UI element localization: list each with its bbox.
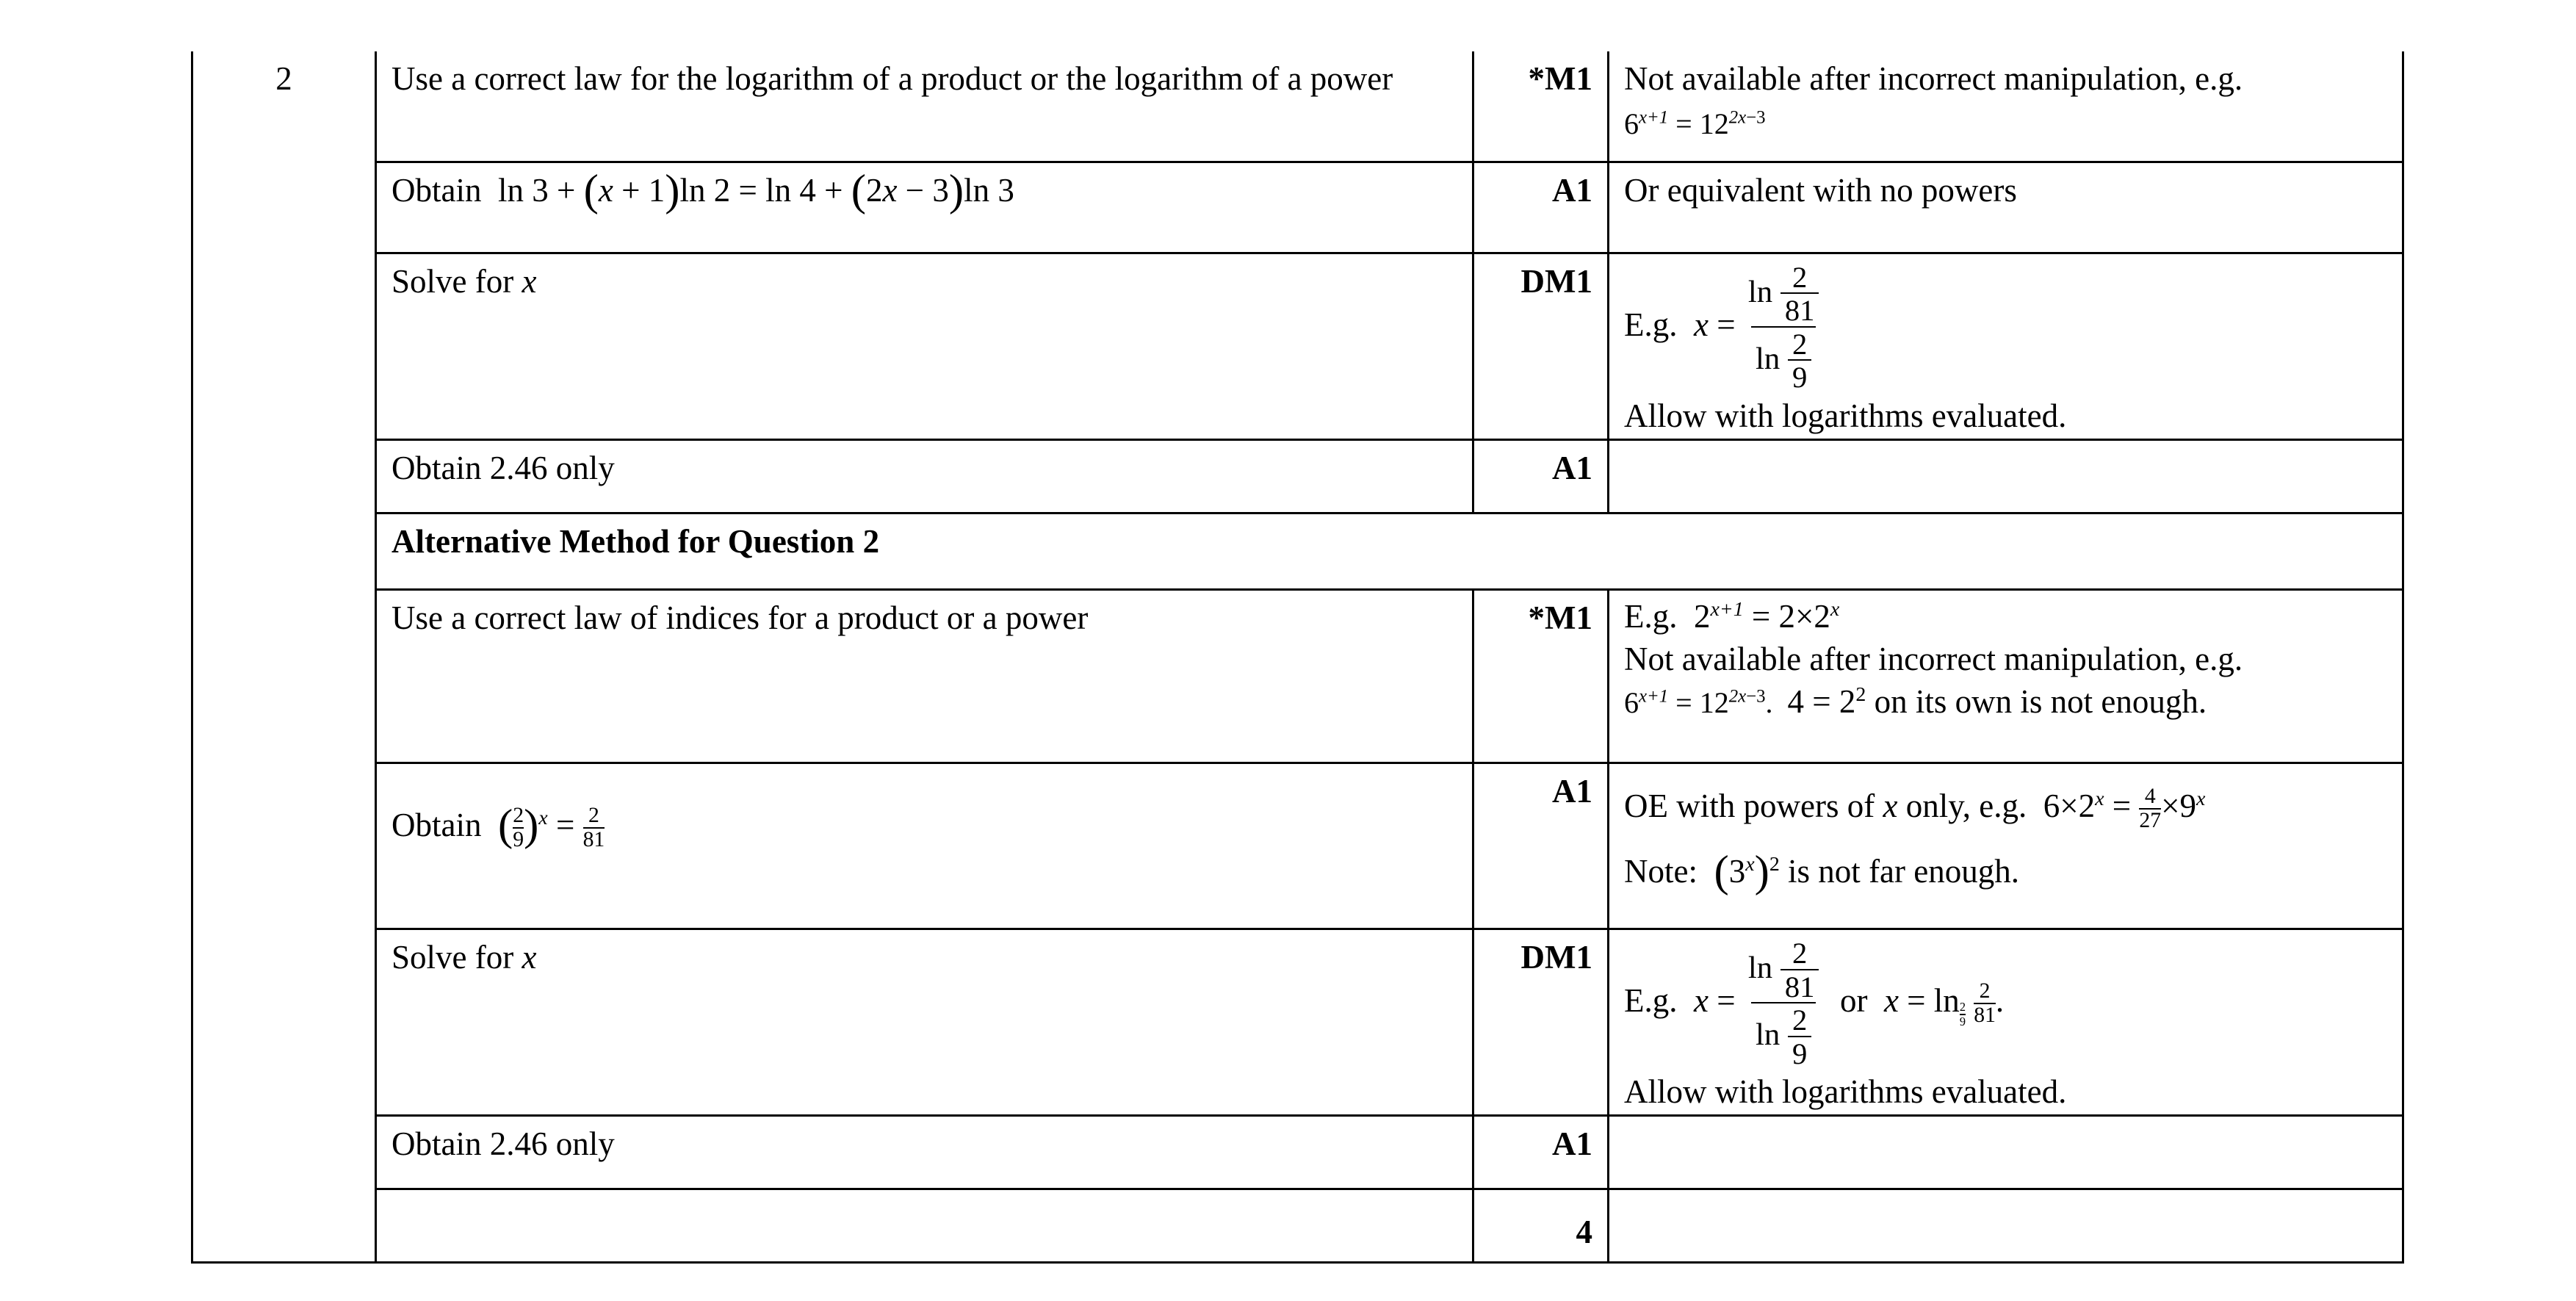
guidance-cell: Use a correct law of indices for a product or a power (376, 589, 1473, 763)
notes-cell: E.g. x = ln $\frac{2}{81}$ ln $\frac{2}{9}$ Allow with logarithms evaluated. (1609, 253, 2403, 439)
math-fraction: ln $\frac{2}{81}$ ln $\frac{2}{9}$ (1744, 263, 1824, 393)
guidance-cell: Solve for x (376, 929, 1473, 1115)
guidance-cell: Obtain 2.46 only (376, 1116, 1473, 1189)
math-expression: $6\times 2^x$ = $\frac{4}{27}$ $\times 9^x$ (2043, 785, 2206, 833)
guidance-cell: Obtain ln 3 + (x + 1)ln 2 = ln 4 + (2x − 3)ln 3 (376, 162, 1473, 253)
table-row (192, 929, 2403, 1115)
table-row (192, 763, 2403, 929)
notes-cell: E.g. x = ln $\frac{2}{81}$ ln $\frac{2}{9}$ or x = ln $_{\frac{2}{9}}$ $\frac{2}{81}$ . Allow with logarithms evaluated. (1609, 929, 2403, 1115)
math-expression: ln 3 + (x + 1)ln 2 = ln 4 + (2x − 3)ln 3 (497, 165, 1014, 215)
mark-cell: DM1 (1473, 929, 1609, 1115)
table-row (192, 253, 2403, 439)
guidance-cell: Obtain 2.46 only (376, 439, 1473, 513)
math-expression: $4 = 2^2$ (1787, 682, 1866, 720)
math-expression: x = ln $_{\frac{2}{9}}$ $\frac{2}{81}$ . (1883, 979, 2005, 1028)
mark-scheme-table (191, 51, 2404, 1264)
notes-cell: Or equivalent with no powers (1609, 162, 2403, 253)
math-expression: ( $\frac{2}{9}$ )$^x$ = $\frac{2}{81}$ (497, 800, 605, 852)
notes-cell (1609, 439, 2403, 513)
table-row (192, 1189, 2403, 1263)
notes-cell: OE with powers of x only, e.g. $6\times 2^x$ = $\frac{4}{27}$ $\times 9^x$ Note: $(3^x)^2$ is not far enough. (1609, 763, 2403, 929)
math-expression: $(3^x)^2$ (1714, 846, 1780, 896)
table-row (192, 439, 2403, 513)
guidance-cell: Use a correct law for the logarithm of a product or the logarithm of a power (376, 51, 1473, 162)
table-row (192, 1116, 2403, 1189)
mark-cell: A1 (1473, 1116, 1609, 1189)
mark-cell: DM1 (1473, 253, 1609, 439)
total-mark-cell: 4 (1473, 1189, 1609, 1263)
guidance-cell: Obtain ( $\frac{2}{9}$ )$^x$ = $\frac{2}{81}$ (376, 763, 1473, 929)
mark-cell: A1 (1473, 763, 1609, 929)
table-row (192, 51, 2403, 162)
mark-cell: A1 (1473, 439, 1609, 513)
guidance-cell (376, 1189, 1473, 1263)
math-expression: $6^{x+1} = 12^{2x-3}$. (1624, 685, 1788, 719)
question-number: 2 (192, 51, 376, 1263)
table-row (192, 589, 2403, 763)
notes-cell (1609, 1116, 2403, 1189)
mark-cell: *M1 (1473, 51, 1609, 162)
notes-cell (1609, 1189, 2403, 1263)
mark-cell: *M1 (1473, 589, 1609, 763)
table-row (192, 513, 2403, 589)
alternative-method-heading: Alternative Method for Question 2 (376, 513, 2403, 589)
notes-cell: E.g. $2^{x+1} = 2\times 2^x$ Not available after incorrect manipulation, e.g. $6^{x+1} = 12^{2x-3}$. $4 = 2^2$ on its own is not enough. (1609, 589, 2403, 763)
guidance-cell: Solve for x (376, 253, 1473, 439)
math-fraction: ln $\frac{2}{81}$ ln $\frac{2}{9}$ (1744, 939, 1824, 1069)
table-row (192, 162, 2403, 253)
math-expression: $6^{x+1} = 12^{2x-3}$ (1624, 107, 1766, 140)
notes-cell: Not available after incorrect manipulation, e.g. $6^{x+1} = 12^{2x-3}$ (1609, 51, 2403, 162)
mark-cell: A1 (1473, 162, 1609, 253)
math-expression: $2^{x+1} = 2\times 2^x$ (1694, 597, 1840, 635)
